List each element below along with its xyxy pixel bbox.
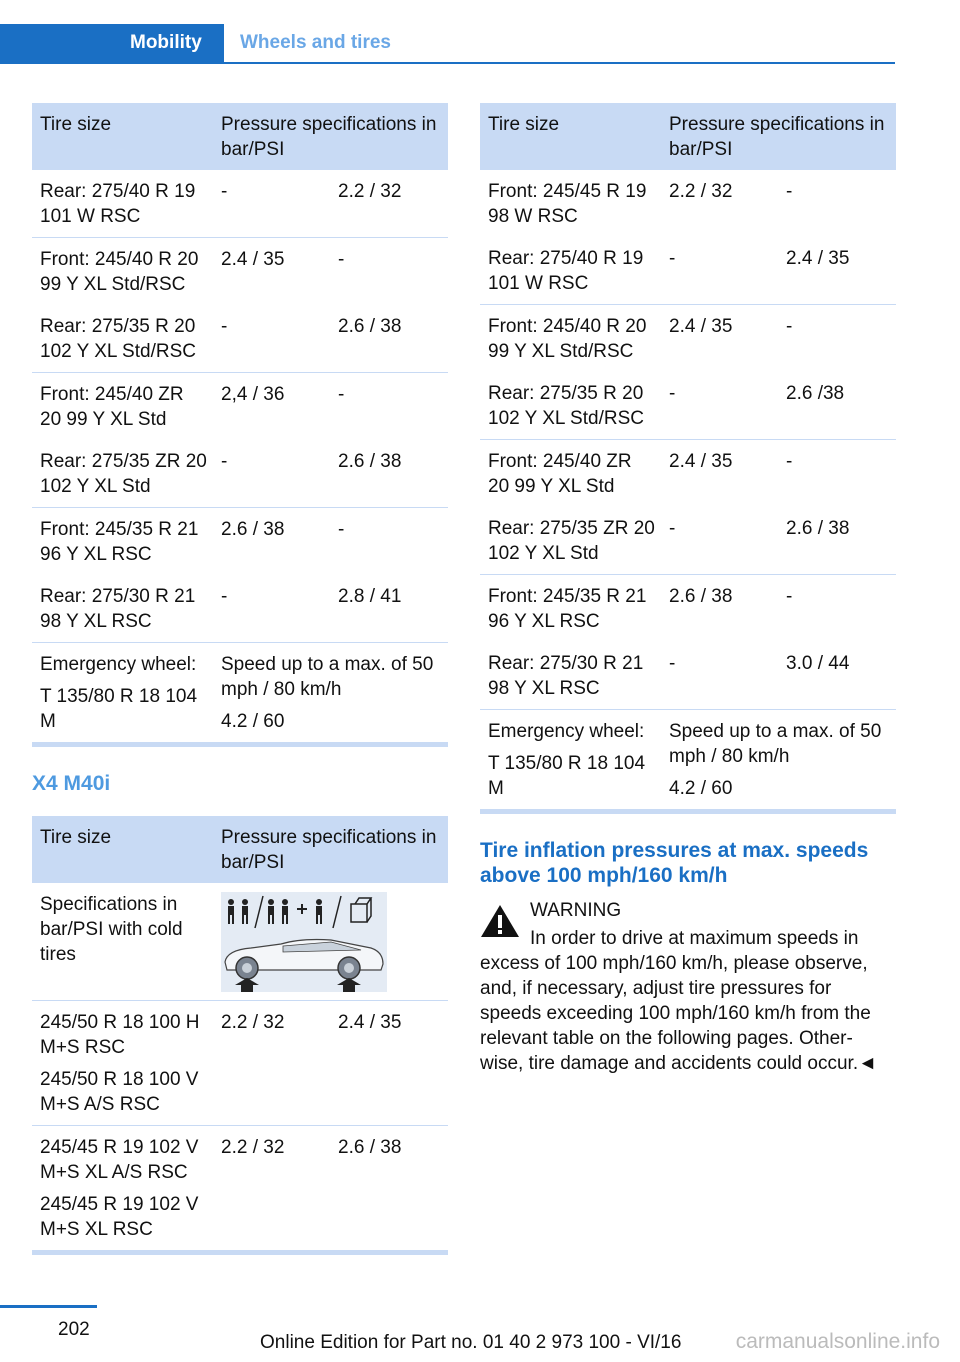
tire-size-cell: Rear: 275/35 ZR 20 102 Y XL Std (32, 440, 213, 508)
table-row (480, 440, 896, 508)
pressure-cell: - (213, 575, 330, 643)
tire-size-cell: Rear: 275/40 R 19 101 W RSC (480, 237, 661, 305)
table-row (32, 373, 448, 441)
tire-size-cell: Rear: 275/35 ZR 20 102 Y XL Std (480, 507, 661, 575)
pressure-cell: 2.8 / 41 (330, 575, 448, 643)
table-row (480, 507, 896, 575)
tire-size-a: 245/50 R 18 100 H M+S RSC (40, 1012, 200, 1058)
pressure-cell: 2.2 / 32 (669, 181, 733, 202)
tire-size-cell (32, 1001, 213, 1126)
tire-size-b: 245/50 R 18 100 V M+S A/S RSC (40, 1069, 199, 1115)
spec-label-cell: Specifications in bar/PSI with cold tires (32, 883, 213, 1001)
pressure-cell: 3.0 / 44 (778, 642, 896, 710)
tire-size-cell: Front: 245/40 R 20 99 Y XL Std/RSC (488, 316, 647, 362)
pressure-cell: - (338, 384, 345, 405)
pressure-cell: - (786, 316, 793, 337)
pressure-cell: 2.4 / 35 (669, 316, 733, 337)
pressure-cell: - (661, 237, 778, 305)
pressure-cell: 2,4 / 36 (221, 384, 285, 405)
pressure-cell: 2.6 / 38 (330, 440, 448, 508)
table-row (480, 372, 896, 440)
tire-size-cell: Rear: 275/40 R 19 101 W RSC (32, 170, 213, 238)
table-row (32, 1001, 448, 1126)
table-row (32, 508, 448, 576)
emergency-wheel-cell (480, 710, 661, 812)
watermark: carmanualsonline.info (735, 1330, 940, 1353)
emergency-wheel-speed: Speed up to a max. of 50 mph / 80 km/h (669, 721, 882, 767)
pressure-cell: 2.4 / 35 (669, 451, 733, 472)
table-row (32, 575, 448, 643)
warning-label: WARNING (530, 900, 622, 921)
tire-size-a: 245/45 R 19 102 V M+S XL A/S RSC (40, 1137, 199, 1183)
pressure-cell: 2.6 / 38 (669, 586, 733, 607)
pressure-cell: 2.6 /38 (778, 372, 896, 440)
tire-size-cell: Front: 245/40 R 20 99 Y XL Std/RSC (40, 249, 199, 295)
warning-header (480, 898, 896, 923)
table-row (480, 575, 896, 643)
emergency-wheel-label: Emergency wheel: (40, 654, 197, 675)
header-tire-size: Tire size (32, 103, 213, 170)
tire-size-cell: Rear: 275/35 R 20 102 Y XL Std/RSC (32, 305, 213, 373)
left-column (32, 103, 448, 1255)
tire-size-cell: Front: 245/45 R 19 98 W RSC (488, 181, 647, 227)
table-row (480, 305, 896, 373)
pressure-cell: 2.4 / 35 (330, 1001, 448, 1126)
pressure-cell: 2.4 / 35 (221, 249, 285, 270)
table-row (480, 642, 896, 710)
pressure-cell: - (213, 440, 330, 508)
pressure-cell: - (786, 181, 793, 202)
pressure-cell: 2.6 / 38 (330, 305, 448, 373)
table-header-row (32, 816, 448, 883)
pressure-cell: - (661, 507, 778, 575)
table-header-row (480, 103, 896, 170)
emergency-wheel-cell (32, 643, 213, 745)
tire-size-cell: Front: 245/35 R 21 96 Y XL RSC (488, 586, 647, 632)
header-pressure: Pressure specifications in bar/PSI (213, 103, 448, 170)
emergency-wheel-speed: Speed up to a max. of 50 mph / 80 km/h (221, 654, 434, 700)
table-row (32, 305, 448, 373)
tire-size-cell: Front: 245/35 R 21 96 Y XL RSC (40, 519, 199, 565)
pressure-cell: 2.2 / 32 (213, 1126, 330, 1253)
right-column (480, 103, 896, 1076)
table-row (480, 237, 896, 305)
pressure-cell: 2.6 / 38 (778, 507, 896, 575)
emergency-wheel-spec (661, 710, 896, 812)
table-row (32, 883, 448, 1001)
tire-size-cell (32, 1126, 213, 1253)
header-pressure: Pressure specifications in bar/PSI (213, 816, 448, 883)
pressure-cell: - (338, 249, 345, 270)
section-title-max-speed-pressures: Tire inflation pressures at max. speeds above 100 mph/160 km/h (480, 839, 869, 887)
emergency-wheel-size: T 135/80 R 18 104 M (488, 753, 646, 799)
warning-block (480, 898, 896, 1076)
pressure-cell: 2.4 / 35 (778, 237, 896, 305)
pressure-cell: - (661, 372, 778, 440)
emergency-wheel-size: T 135/80 R 18 104 M (40, 686, 198, 732)
tire-size-cell: Front: 245/40 ZR 20 99 Y XL Std (488, 451, 632, 497)
pressure-cell: 2.6 / 38 (221, 519, 285, 540)
table-row (32, 238, 448, 306)
tire-size-cell: Rear: 275/35 R 20 102 Y XL Std/RSC (480, 372, 661, 440)
table-header-row (32, 103, 448, 170)
table-row (32, 170, 448, 238)
warning-triangle-icon (480, 904, 520, 938)
emergency-wheel-label: Emergency wheel: (488, 721, 645, 742)
section-title-x4-m40i: X4 M40i (32, 772, 111, 795)
tire-size-b: 245/45 R 19 102 V M+S XL RSC (40, 1194, 199, 1240)
pictogram-cell (213, 883, 448, 1001)
edition-note: Online Edition for Part no. 01 40 2 973 100 - VI/16 (260, 1332, 682, 1353)
load-pictogram-icon (221, 892, 387, 992)
pressure-cell: - (213, 170, 330, 238)
emergency-wheel-row (480, 710, 896, 812)
header-pressure: Pressure specifications in bar/PSI (661, 103, 896, 170)
tire-size-cell: Rear: 275/30 R 21 98 Y XL RSC (480, 642, 661, 710)
tire-pressure-table-right (480, 103, 896, 814)
pressure-cell: - (338, 519, 345, 540)
tire-size-cell: Front: 245/40 ZR 20 99 Y XL Std (40, 384, 184, 430)
table-row (480, 170, 896, 237)
tire-pressure-table-left (32, 103, 448, 747)
emergency-wheel-pressure: 4.2 / 60 (221, 711, 285, 732)
page-header (0, 24, 895, 64)
pressure-cell: 2.2 / 32 (330, 170, 448, 238)
header-tab-mobility[interactable]: Mobility (0, 24, 224, 62)
warning-text: In order to drive at maximum speeds in excess of 100 mph/160 km/h, please observe, and, if necessary, adjust tire pressures for speeds exceeding 100 mph/160 km/h from the relevant table on the following pages. Other-wise, tire damage and accidents could occur.◄ (480, 928, 877, 1074)
page-number: 202 (58, 1319, 90, 1340)
emergency-wheel-pressure: 4.2 / 60 (669, 778, 733, 799)
header-tab-wheels-and-tires[interactable]: Wheels and tires (240, 32, 391, 53)
table-row (32, 1126, 448, 1253)
emergency-wheel-spec (213, 643, 448, 745)
pressure-cell: 2.6 / 38 (330, 1126, 448, 1253)
pressure-cell: - (661, 642, 778, 710)
tire-pressure-table-x4-m40i (32, 816, 448, 1255)
pressure-cell: - (213, 305, 330, 373)
emergency-wheel-row (32, 643, 448, 745)
header-tire-size: Tire size (32, 816, 213, 883)
pressure-cell: 2.2 / 32 (213, 1001, 330, 1126)
tire-size-cell: Rear: 275/30 R 21 98 Y XL RSC (32, 575, 213, 643)
table-row (32, 440, 448, 508)
header-tire-size: Tire size (480, 103, 661, 170)
pressure-cell: - (786, 451, 793, 472)
pressure-cell: - (786, 586, 793, 607)
footer-accent-line (0, 1305, 97, 1308)
